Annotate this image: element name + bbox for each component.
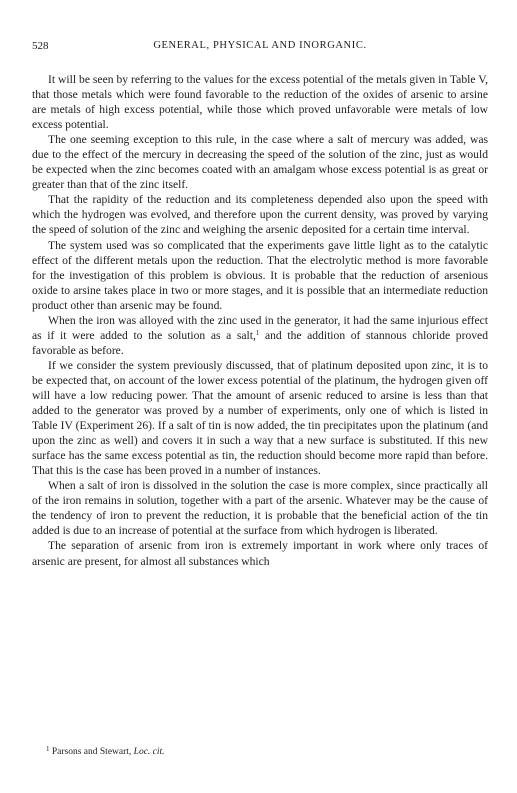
page [32, 40, 488, 569]
page-number: 528 [32, 40, 49, 52]
footnote-text: Parsons and Stewart, [51, 747, 134, 757]
paragraph-1: It will be seen by referring to the values for the excess potential of the metals given in Table V, that those metals which were found favorable to the reduction of the oxides of arsenic to arsine are metals of high excess potential, while those which proved unfavorable were metals of low excess potential. [32, 73, 488, 132]
footnote-mark: 1 [46, 745, 50, 753]
paragraph-5 [32, 313, 488, 358]
paragraph-3: That the rapidity of the reduction and its completeness depended also upon the speed with which the hydrogen was evolved, and therefore upon the current density, was proved by varying the speed of solution of the zinc and weighing the arsenic deposited for a certain time interval. [32, 193, 488, 237]
paragraph-7: When a salt of iron is dissolved in the solution the case is more complex, since practically all of the iron remains in solution, together with a part of the arsenic. Whatever may be the cause of the tendency of iron to prevent the reduction, it is probable that the beneficial action of the tin added is due to an increase of potential at the surface from which hydrogen is liberated. [32, 479, 488, 538]
footnote-citation: Loc. cit. [133, 747, 165, 757]
footnote-reference: 1 [255, 328, 260, 337]
paragraph-8: The separation of arsenic from iron is extremely important in work where only traces of arsenic are present, for almost all substances which [32, 539, 488, 568]
paragraph-5-text: When the iron was alloyed with the zinc used in the generator, it had the same injurious effect as if it were added to the solution as a salt, [32, 313, 488, 342]
paragraph-6: If we consider the system previously discussed, that of platinum deposited upon zinc, it is to be expected that, on account of the lower excess potential of the platinum, the hydrogen given off will have a low reducing power. That the amount of arsenic reduced to arsine is less than that added to the generator was proved by a number of experiments, only one of which is listed in Table IV (Experiment 26). If a salt of tin is now added, the tin precipitates upon the platinum (and upon the zinc as well) and covers it in such a way that a new surface is substituted. If this new surface has the same excess potential as tin, the reduction should become more rapid than before. That this is the case has been proved in a number of instances. [32, 358, 488, 478]
paragraph-5-continuation: and the addition of stannous chloride proved favorable as before. [32, 328, 488, 357]
page-header [32, 40, 488, 54]
running-head: GENERAL, PHYSICAL AND INORGANIC. [153, 40, 367, 51]
body-text [32, 72, 488, 569]
footnote [32, 743, 488, 758]
paragraph-4: The system used was so complicated that the experiments gave little light as to the catalytic effect of the different metals upon the reduction. That the electrolytic method is more favorable for the investigation of this problem is obvious. It is probable that the reduction of arsenious oxide to arsine takes place in two or more stages, and it is possible that an intermediate reduction product other than arsenic may be found. [32, 238, 488, 312]
paragraph-2: The one seeming exception to this rule, in the case where a salt of mercury was added, was due to the effect of the mercury in decreasing the speed of the solution of the zinc, just as would be expected when the zinc becomes coated with an amalgam whose excess potential is as great or greater than that of the zinc itself. [32, 133, 488, 192]
